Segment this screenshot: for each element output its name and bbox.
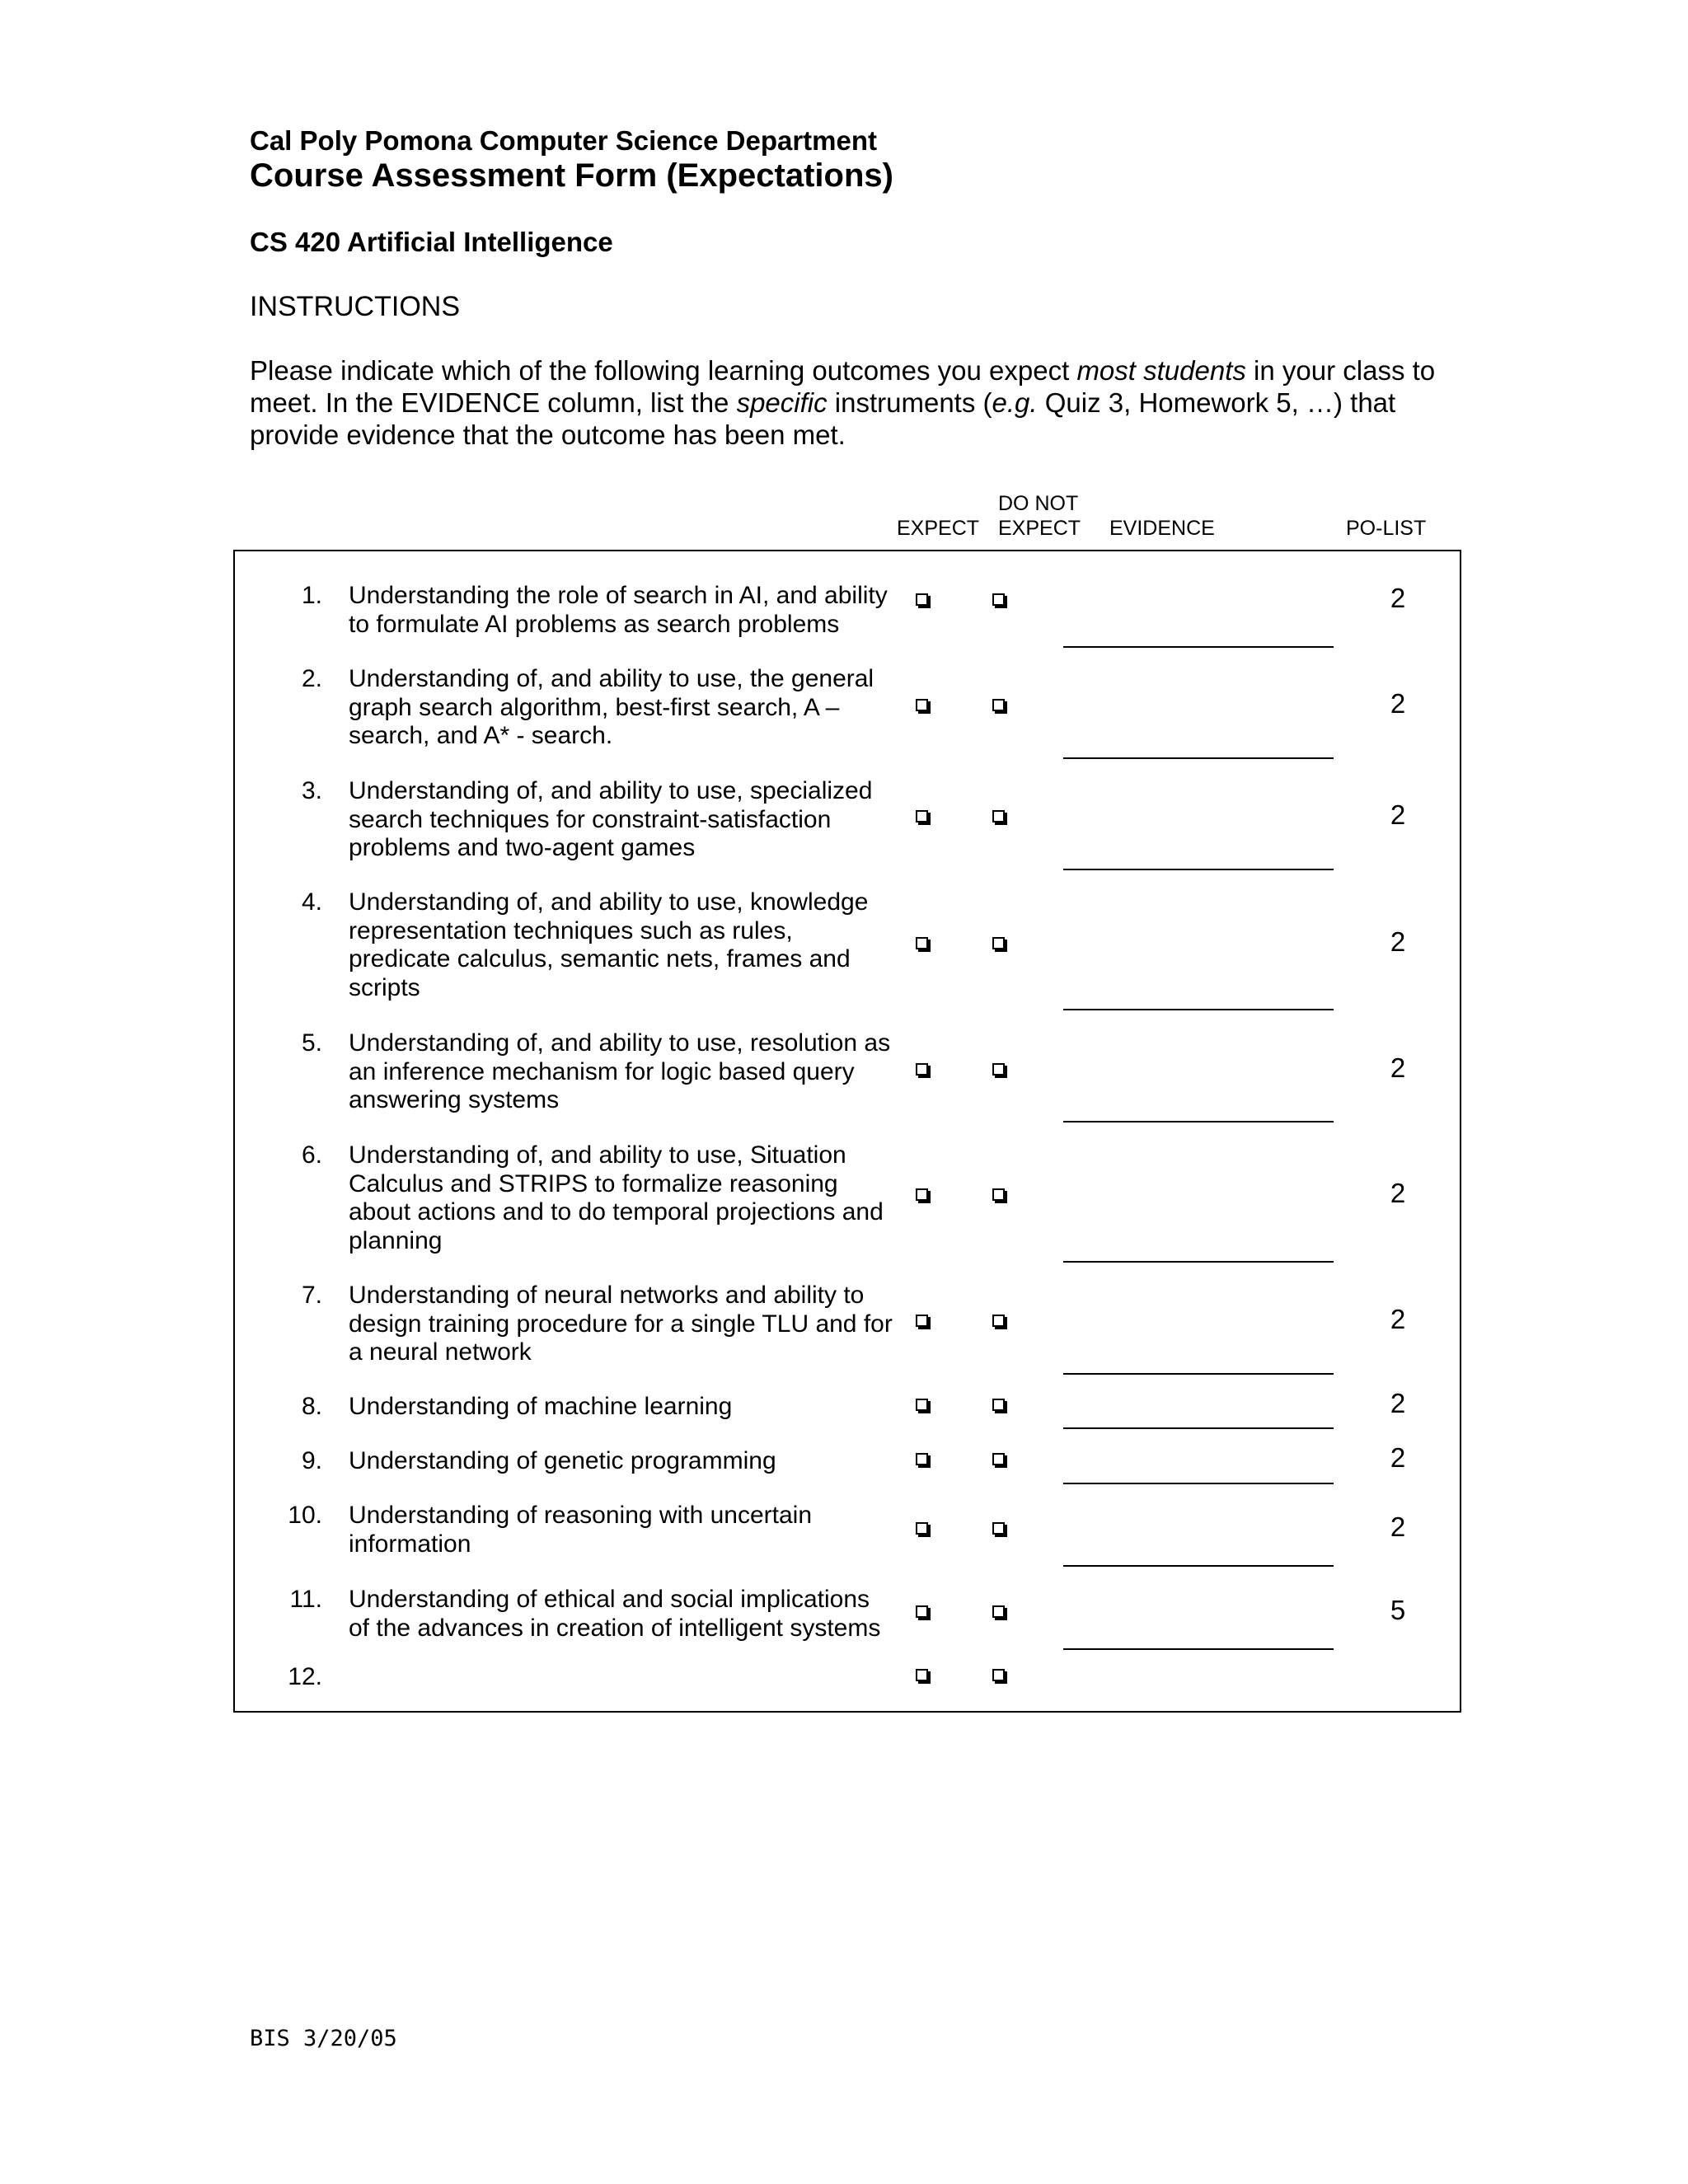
expect-checkbox[interactable]: [916, 1188, 928, 1201]
po-list-value: 2: [1390, 926, 1406, 957]
outcome-number: 6.: [301, 1141, 322, 1169]
column-header-expect: EXPECT: [897, 517, 980, 540]
do-not-expect-checkbox[interactable]: [992, 1605, 1005, 1618]
outcome-text: Understanding of, and ability to use, knowledge representation techniques such as rules, predicate calculus, semantic nets, frames and scripts: [349, 888, 869, 1001]
department-name: Cal Poly Pomona Computer Science Department: [250, 125, 878, 156]
expect-checkbox[interactable]: [916, 1315, 928, 1327]
outcome-number: 4.: [301, 888, 322, 916]
do-not-expect-checkbox[interactable]: [992, 1315, 1005, 1327]
outcome-text: Understanding of reasoning with uncertain information: [349, 1502, 813, 1558]
column-header-line: DO NOT: [998, 492, 1079, 515]
instructions-emphasis: specific: [736, 387, 828, 418]
column-header-do-not-expect: [998, 491, 1081, 541]
instructions-part: Quiz 3, Homework 5, …) that provide evidence that the outcome has been met.: [250, 387, 1396, 450]
outcome-number: 3.: [301, 777, 322, 804]
form-title: Course Assessment Form (Expectations): [250, 157, 893, 194]
instructions-text: [250, 354, 1453, 451]
po-list-value: 2: [1390, 1052, 1406, 1083]
expect-checkbox[interactable]: [916, 1522, 928, 1535]
outcome-number: 10.: [288, 1502, 322, 1529]
po-list-value: 2: [1390, 799, 1406, 830]
expect-checkbox[interactable]: [916, 1453, 928, 1465]
evidence-line[interactable]: [1063, 1261, 1334, 1263]
do-not-expect-checkbox[interactable]: [992, 810, 1005, 823]
outcome-text: Understanding of, and ability to use, resolution as an inference mechanism for logic based query answering systems: [349, 1029, 891, 1113]
expect-checkbox[interactable]: [916, 810, 928, 823]
po-list-value: 2: [1390, 1304, 1406, 1334]
column-header-evidence: EVIDENCE: [1109, 517, 1215, 540]
instructions-emphasis: e.g.: [992, 387, 1038, 418]
instructions-part: in your class to meet. In the EVIDENCE column, list the: [250, 355, 1436, 418]
evidence-line[interactable]: [1063, 1121, 1334, 1122]
do-not-expect-checkbox[interactable]: [992, 1522, 1005, 1535]
do-not-expect-checkbox[interactable]: [992, 1453, 1005, 1465]
do-not-expect-checkbox[interactable]: [992, 1188, 1005, 1201]
evidence-line[interactable]: [1063, 869, 1334, 870]
expect-checkbox[interactable]: [916, 593, 928, 606]
outcome-text: Understanding of ethical and social implications of the advances in creation of intelligent systems: [349, 1586, 881, 1642]
do-not-expect-checkbox[interactable]: [992, 699, 1005, 711]
do-not-expect-checkbox[interactable]: [992, 593, 1005, 606]
instructions-part: Please indicate which of the following learning outcomes you expect: [250, 355, 1077, 386]
instructions-emphasis: most students: [1076, 355, 1246, 386]
expect-checkbox[interactable]: [916, 1399, 928, 1411]
outcome-text: Understanding of, and ability to use, the general graph search algorithm, best-first search, A – search, and A* - search.: [349, 665, 874, 749]
course-title: CS 420 Artificial Intelligence: [250, 227, 613, 257]
outcome-text: Understanding of machine learning: [349, 1393, 733, 1420]
outcome-text: Understanding of, and ability to use, Situation Calculus and STRIPS to formalize reasoning about actions and to do temporal projections and planning: [349, 1141, 884, 1254]
outcome-number: 8.: [301, 1393, 322, 1420]
expect-checkbox[interactable]: [916, 1605, 928, 1618]
outcome-number: 11.: [289, 1586, 322, 1613]
expect-checkbox[interactable]: [916, 699, 928, 711]
po-list-value: 2: [1390, 1442, 1406, 1473]
outcome-number: 1.: [301, 582, 322, 609]
outcome-text: Understanding of neural networks and ability to design training procedure for a single TLU and for a neural network: [349, 1282, 893, 1366]
outcome-text: Understanding of, and ability to use, specialized search techniques for constraint-satisfaction problems and two-agent games: [349, 777, 873, 861]
expect-checkbox[interactable]: [916, 1669, 928, 1681]
outcome-text: Understanding of genetic programming: [349, 1447, 776, 1474]
do-not-expect-checkbox[interactable]: [992, 1399, 1005, 1411]
evidence-line[interactable]: [1063, 1483, 1334, 1484]
column-header-po-list: PO-LIST: [1346, 517, 1427, 540]
evidence-line[interactable]: [1063, 1648, 1334, 1650]
outcome-number: 12.: [288, 1663, 322, 1690]
do-not-expect-checkbox[interactable]: [992, 1063, 1005, 1076]
instructions-heading: INSTRUCTIONS: [250, 291, 460, 322]
po-list-value: 2: [1390, 1178, 1406, 1208]
outcome-number: 2.: [301, 665, 322, 692]
evidence-line[interactable]: [1063, 1565, 1334, 1567]
expect-checkbox[interactable]: [916, 1063, 928, 1076]
outcome-number: 5.: [301, 1029, 322, 1057]
footer-note: BIS 3/20/05: [250, 2026, 397, 2051]
po-list-value: 2: [1390, 688, 1406, 719]
evidence-line[interactable]: [1063, 757, 1334, 759]
do-not-expect-checkbox[interactable]: [992, 1669, 1005, 1681]
evidence-line[interactable]: [1063, 1427, 1334, 1429]
outcome-number: 9.: [301, 1447, 322, 1474]
po-list-value: 2: [1390, 1511, 1406, 1542]
outcome-text: Understanding the role of search in AI, and ability to formulate AI problems as search problems: [349, 582, 888, 638]
evidence-line[interactable]: [1063, 1373, 1334, 1375]
po-list-value: 2: [1390, 1388, 1406, 1418]
po-list-value: 5: [1390, 1595, 1406, 1625]
instructions-part: instruments (: [827, 387, 992, 418]
evidence-line[interactable]: [1063, 1009, 1334, 1010]
po-list-value: 2: [1390, 583, 1406, 613]
outcome-number: 7.: [301, 1282, 322, 1309]
evidence-line[interactable]: [1063, 646, 1334, 648]
expect-checkbox[interactable]: [916, 937, 928, 949]
do-not-expect-checkbox[interactable]: [992, 937, 1005, 949]
column-header-line: EXPECT: [998, 517, 1081, 540]
